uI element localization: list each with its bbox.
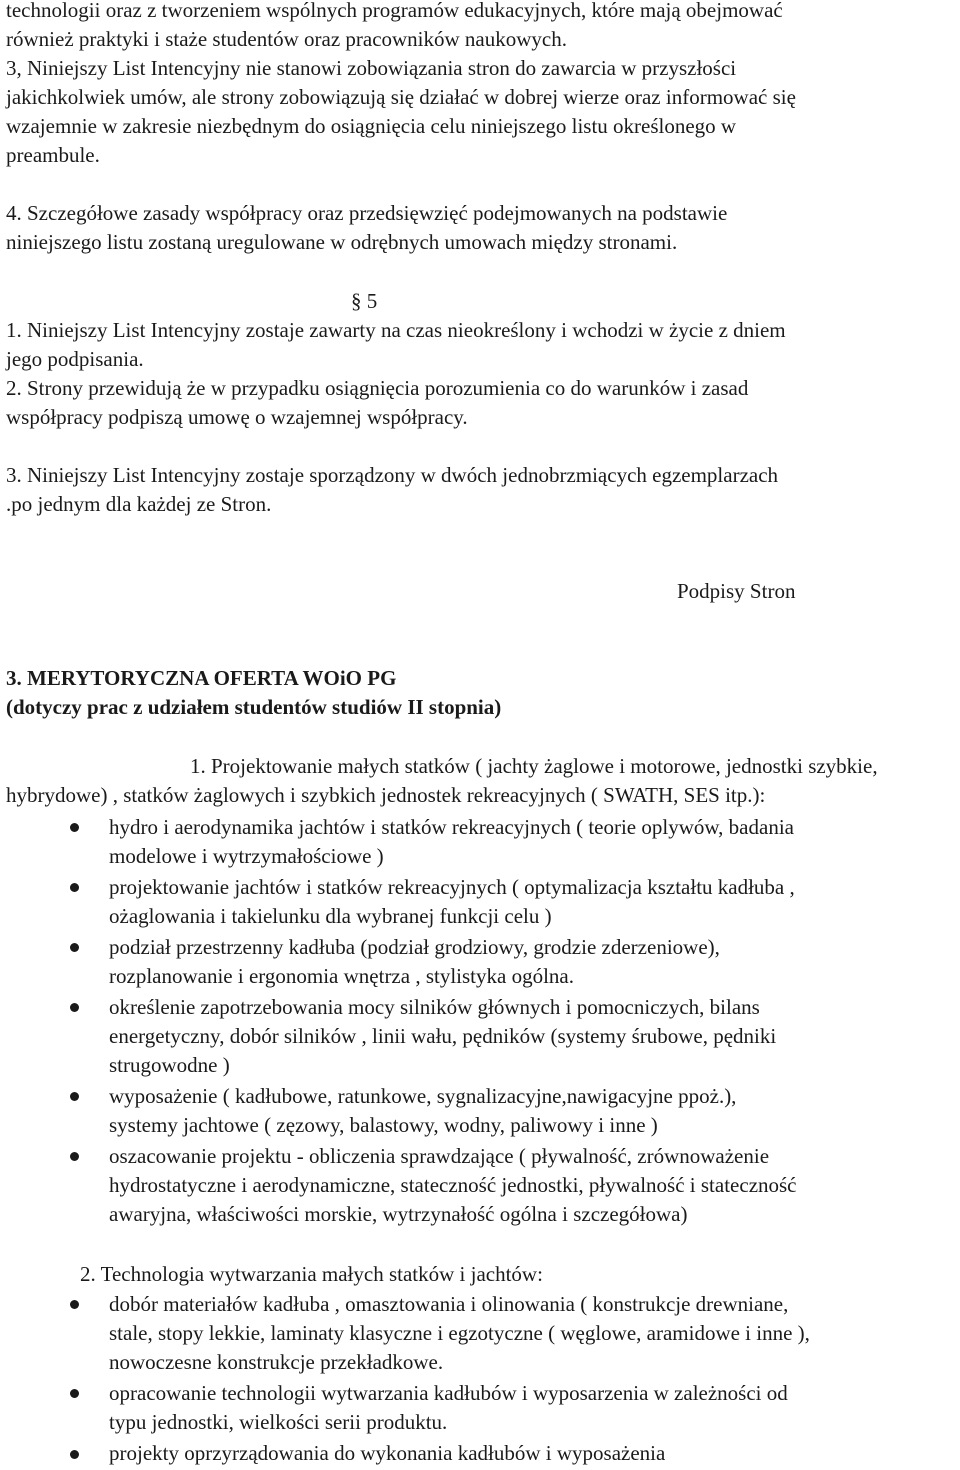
text-line: hydrostatyczne i aerodynamiczne, stateczność jednostki, pływalność i stateczność [109, 1173, 797, 1197]
text-line: hydro i aerodynamika jachtów i statków rekreacyjnych ( teorie oplywów, badania [109, 815, 794, 839]
bullet-icon [70, 1003, 79, 1012]
bullet-icon [70, 823, 79, 832]
text-line: opracowanie technologii wytwarzania kadłubów i wyposarzenia w zależności od [109, 1381, 788, 1405]
text-line: 3, Niniejszy List Intencyjny nie stanowi zobowiązania stron do zawarcia w przyszłości [6, 56, 737, 80]
offer-title: 3. MERYTORYCZNA OFERTA WOiO PG [6, 666, 397, 690]
text-line: 1. Niniejszy List Intencyjny zostaje zawarty na czas nieokreślony i wchodzi w życie z dniem [6, 318, 786, 342]
text-line: współpracy podpiszą umowę o wzajemnej współpracy. [6, 405, 468, 429]
bullet-icon [70, 1092, 79, 1101]
offer-subtitle: (dotyczy prac z udziałem studentów studiów II stopnia) [6, 695, 502, 719]
text-line: niniejszego listu zostaną uregulowane w odrębnych umowach między stronami. [6, 230, 678, 254]
bullet-icon [70, 1152, 79, 1161]
text-line: określenie zapotrzebowania mocy silników głównych i pomocniczych, bilans [109, 995, 760, 1019]
bullet-icon [70, 1300, 79, 1309]
text-line: typu jednostki, wielkości serii produktu. [109, 1410, 448, 1434]
text-line: .po jednym dla każdej ze Stron. [6, 492, 272, 516]
text-line: dobór materiałów kadłuba , omasztowania i olinowania ( konstrukcje drewniane, [109, 1292, 789, 1316]
signatures-label: Podpisy Stron [677, 579, 796, 603]
text-line: 4. Szczegółowe zasady współpracy oraz przedsięwzięć podejmowanych na podstawie [6, 201, 728, 225]
text-line: projekty oprzyrządowania do wykonania kadłubów i wyposażenia [109, 1441, 666, 1465]
text-line: wyposażenie ( kadłubowe, ratunkowe, sygnalizacyjne,nawigacyjne ppoż.), [109, 1084, 737, 1108]
text-line: nowoczesne konstrukcje przekładkowe. [109, 1350, 444, 1374]
bullet-icon [70, 883, 79, 892]
text-line: 1. Projektowanie małych statków ( jachty żaglowe i motorowe, jednostki szybkie, [190, 754, 878, 778]
text-line: systemy jachtowe ( zęzowy, balastowy, wodny, paliwowy i inne ) [109, 1113, 658, 1137]
text-line: awaryjna, właściwości morskie, wytrzynałość ogólna i szczegółowa) [109, 1202, 688, 1226]
text-line: technologii oraz z tworzeniem wspólnych programów edukacyjnych, które mają obejmować [6, 0, 783, 22]
item-2-intro: 2. Technologia wytwarzania małych statków i jachtów: [80, 1262, 543, 1286]
text-line: wzajemnie w zakresie niezbędnym do osiągnięcia celu niniejszego listu określonego w [6, 114, 737, 138]
text-line: rozplanowanie i ergonomia wnętrza , stylistyka ogólna. [109, 964, 574, 988]
text-line: preambule. [6, 143, 100, 167]
bullet-icon [70, 1389, 79, 1398]
bullet-icon [70, 943, 79, 952]
text-line: 2. Strony przewidują że w przypadku osiągnięcia porozumienia co do warunków i zasad [6, 376, 749, 400]
section-heading: § 5 [351, 289, 378, 313]
text-line: projektowanie jachtów i statków rekreacyjnych ( optymalizacja kształtu kadłuba , [109, 875, 795, 899]
text-line: modelowe i wytrzymałościowe ) [109, 844, 384, 868]
bullet-icon [70, 1450, 79, 1459]
text-line: ożaglowania i takielunku dla wybranej funkcji celu ) [109, 904, 552, 928]
text-line: stale, stopy lekkie, laminaty klasyczne i egzotyczne ( węglowe, aramidowe i inne ), [109, 1321, 810, 1345]
text-line: hybrydowe) , statków żaglowych i szybkich jednostek rekreacyjnych ( SWATH, SES itp.): [6, 783, 766, 807]
text-line: jakichkolwiek umów, ale strony zobowiązują się działać w dobrej wierze oraz informować się [6, 85, 796, 109]
text-line: strugowodne ) [109, 1053, 230, 1077]
text-line: również praktyki i staże studentów oraz pracowników naukowych. [6, 27, 567, 51]
text-line: oszacowanie projektu - obliczenia sprawdzające ( pływalność, zrównoważenie [109, 1144, 770, 1168]
text-line: podział przestrzenny kadłuba (podział grodziowy, grodzie zderzeniowe), [109, 935, 720, 959]
text-line: 3. Niniejszy List Intencyjny zostaje sporządzony w dwóch jednobrzmiących egzemplarzach [6, 463, 779, 487]
text-line: energetyczny, dobór silników , linii wału, pędników (systemy śrubowe, pędniki [109, 1024, 777, 1048]
text-line: jego podpisania. [6, 347, 144, 371]
